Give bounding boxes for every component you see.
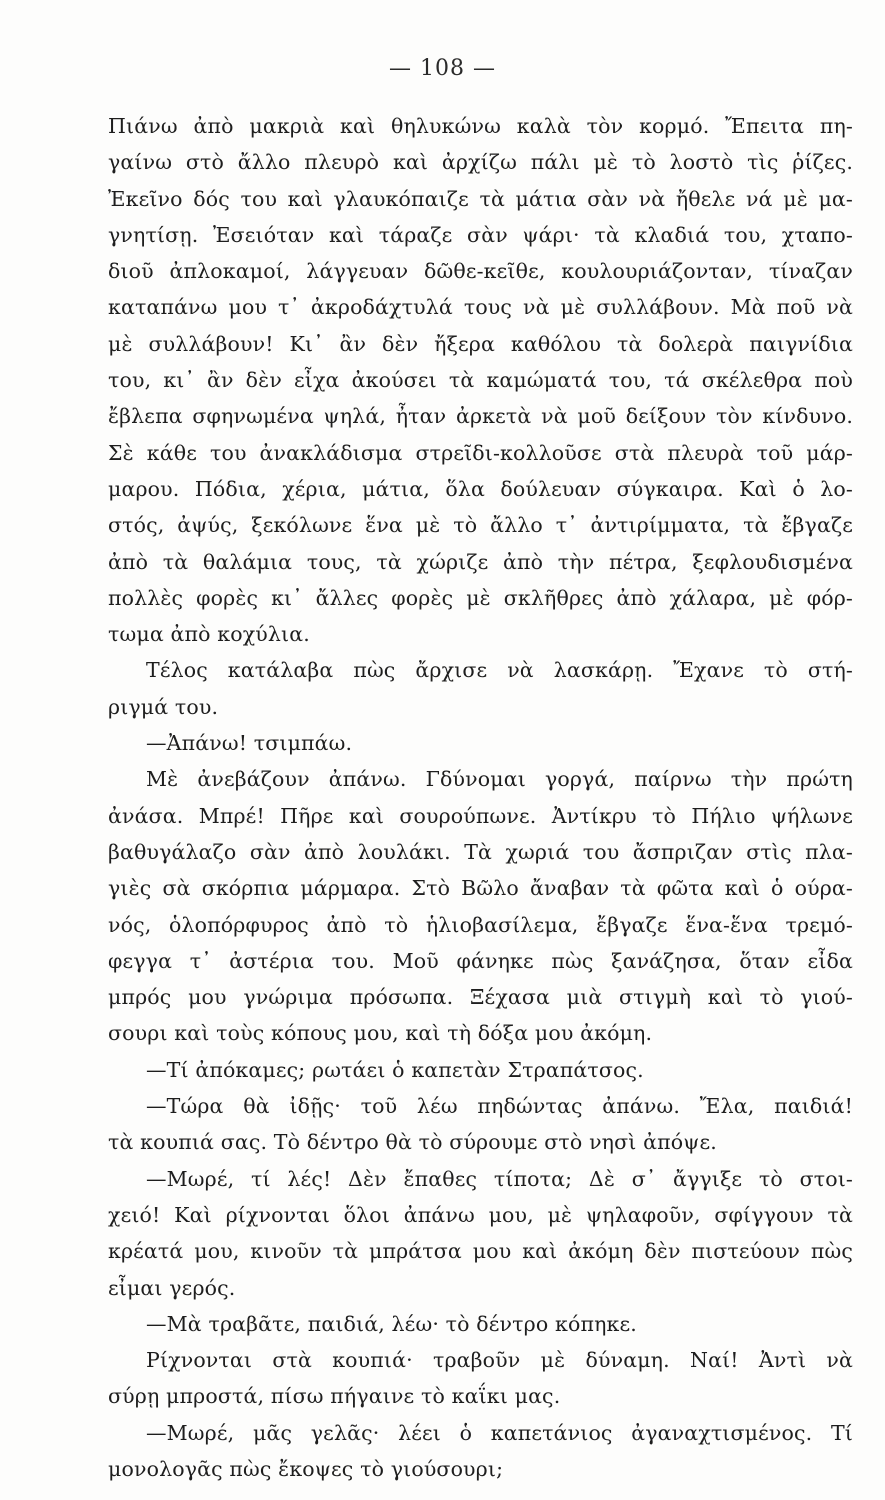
text-line: ἀπὸ τὰ θαλάμια τους, τὰ χώριζε ἀπὸ τὴν πέτρα, ξεφλουδισμένα [108,549,853,574]
text-line: νός, ὁλοπόρφυρος ἀπὸ τὸ ἡλιοβασίλεμα, ἔβγαζε ἕνα-ἕνα τρεμό- [108,912,853,937]
text-line: Πιάνω ἀπὸ μακριὰ καὶ θηλυκώνω καλὰ τὸν κορμό. Ἔπειτα πη- [108,114,853,138]
text-line: μὲ συλλάβουν! Κι᾽ ἂν δὲν ἤξερα καθόλου τὰ δολερὰ παιγνίδια [108,331,853,356]
text-line: ἀνάσα. Μπρέ! Πῆρε καὶ σουρούπωνε. Ἀντίκρυ τὸ Πήλιο ψήλωνε [108,803,853,828]
text-line: —Μωρέ, μᾶς γελᾶς· λέει ὁ καπετάνιος ἀγαναχτισμένος. Τί [146,1420,853,1445]
text-line: —Τί ἀπόκαμες; ρωτάει ὁ καπετὰν Στραπάτσος. [146,1057,644,1082]
text-line: σουρι καὶ τοὺς κόπους μου, καὶ τὴ δόξα μου ἀκόμη. [108,1021,653,1046]
page-number: — 108 — [389,56,496,81]
text-line: γνητίσῃ. Ἐσειόταν καὶ τάραζε σὰν ψάρι· τὰ κλαδιά του, χταπο- [108,222,853,247]
body-text [108,108,853,1487]
text-line: του, κι᾽ ἂν δὲν εἶχα ἀκούσει τὰ καμώματά του, τά σκέλεθρα ποὺ [108,368,853,393]
text-line: πολλὲς φορὲς κι᾽ ἄλλες φορὲς μὲ σκλῆθρες ἀπὸ χάλαρα, μὲ φόρ- [108,585,853,610]
text-line: —Μωρέ, τί λές! Δὲν ἔπαθες τίποτα; Δὲ σ᾽ ἄγγιξε τὸ στοι- [146,1166,853,1191]
text-line: Ρίχνονται στὰ κουπιά· τραβοῦν μὲ δύναμη. Ναί! Ἀντὶ νὰ [146,1348,853,1373]
text-line: τὰ κουπιά σας. Τὸ δέντρο θὰ τὸ σύρουμε στὸ νησὶ ἀπόψε. [108,1130,717,1155]
text-line: τωμα ἀπὸ κοχύλια. [108,622,310,647]
text-line: εἶμαι γερός. [108,1275,236,1300]
text-line: γαίνω στὸ ἄλλο πλευρὸ καὶ ἀρχίζω πάλι μὲ τὸ λοστὸ τὶς ῥίζες. [108,150,853,175]
text-line: —Μὰ τραβᾶτε, παιδιά, λέω· τὸ δέντρο κόπηκε. [146,1311,637,1336]
text-line: γιὲς σὰ σκόρπια μάρμαρα. Στὸ Βῶλο ἄναβαν τὰ φῶτα καὶ ὁ ούρα- [108,876,853,901]
text-line: ριγμά του. [108,694,219,719]
text-line: Σὲ κάθε του ἀνακλάδισμα στρεῖδι-κολλοῦσε στὰ πλευρὰ τοῦ μάρ- [108,440,853,465]
text-line: Μὲ ἀνεβάζουν ἀπάνω. Γδύνομαι γοργά, παίρνω τὴν πρώτη [146,767,853,792]
text-line: μπρός μου γνώριμα πρόσωπα. Ξέχασα μιὰ στιγμὴ καὶ τὸ γιού- [108,985,853,1010]
text-line: καταπάνω μου τ᾽ ἀκροδάχτυλά τους νὰ μὲ συλλάβουν. Μὰ ποῦ νὰ [108,295,853,320]
text-line: βαθυγάλαζο σὰν ἀπὸ λουλάκι. Τὰ χωριά του ἄσπριζαν στὶς πλα- [108,839,853,864]
text-line: φεγγα τ᾽ ἀστέρια του. Μοῦ φάνηκε πὼς ξανάζησα, ὅταν εἶδα [108,948,853,973]
text-line: μονολογᾶς πὼς ἔκοψες τὸ γιούσουρι; [108,1456,504,1481]
text-line: Τέλος κατάλαβα πὼς ἄρχισε νὰ λασκάρῃ. Ἔχανε τὸ στή- [146,658,853,683]
text-line: —Ἀπάνω! τσιμπάω. [146,731,353,756]
text-line: διοῦ ἀπλοκαμοί, λάγγευαν δῶθε-κεῖθε, κουλουριάζονταν, τίναζαν [108,259,853,284]
text-line: ἔβλεπα σφηνωμένα ψηλά, ἦταν ἀρκετὰ νὰ μοῦ δείξουν τὸν κίνδυνο. [108,404,853,429]
text-line: —Τώρα θὰ ἰδῇς· τοῦ λέω πηδώντας ἀπάνω. Ἔλα, παιδιά! [146,1094,853,1119]
text-line: στός, ἀψύς, ξεκόλωνε ἕνα μὲ τὸ ἄλλο τ᾽ ἀντιρίμματα, τὰ ἔβγαζε [108,513,853,538]
text-line: μαρου. Πόδια, χέρια, μάτια, ὅλα δούλευαν σύγκαιρα. Καὶ ὁ λο- [108,476,853,501]
text-line: χειό! Καὶ ρίχνονται ὅλοι ἀπάνω μου, μὲ ψηλαφοῦν, σφίγγουν τὰ [108,1202,853,1227]
text-line: Ἐκεῖνο δός του καὶ γλαυκόπαιζε τὰ μάτια σὰν νὰ ἤθελε νά μὲ μα- [108,186,853,211]
text-line: σύρῃ μπροστά, πίσω πήγαινε τὸ καΐκι μας. [108,1384,561,1409]
text-line: κρέατά μου, κινοῦν τὰ μπράτσα μου καὶ ἀκόμη δὲν πιστεύουν πὼς [108,1239,853,1264]
